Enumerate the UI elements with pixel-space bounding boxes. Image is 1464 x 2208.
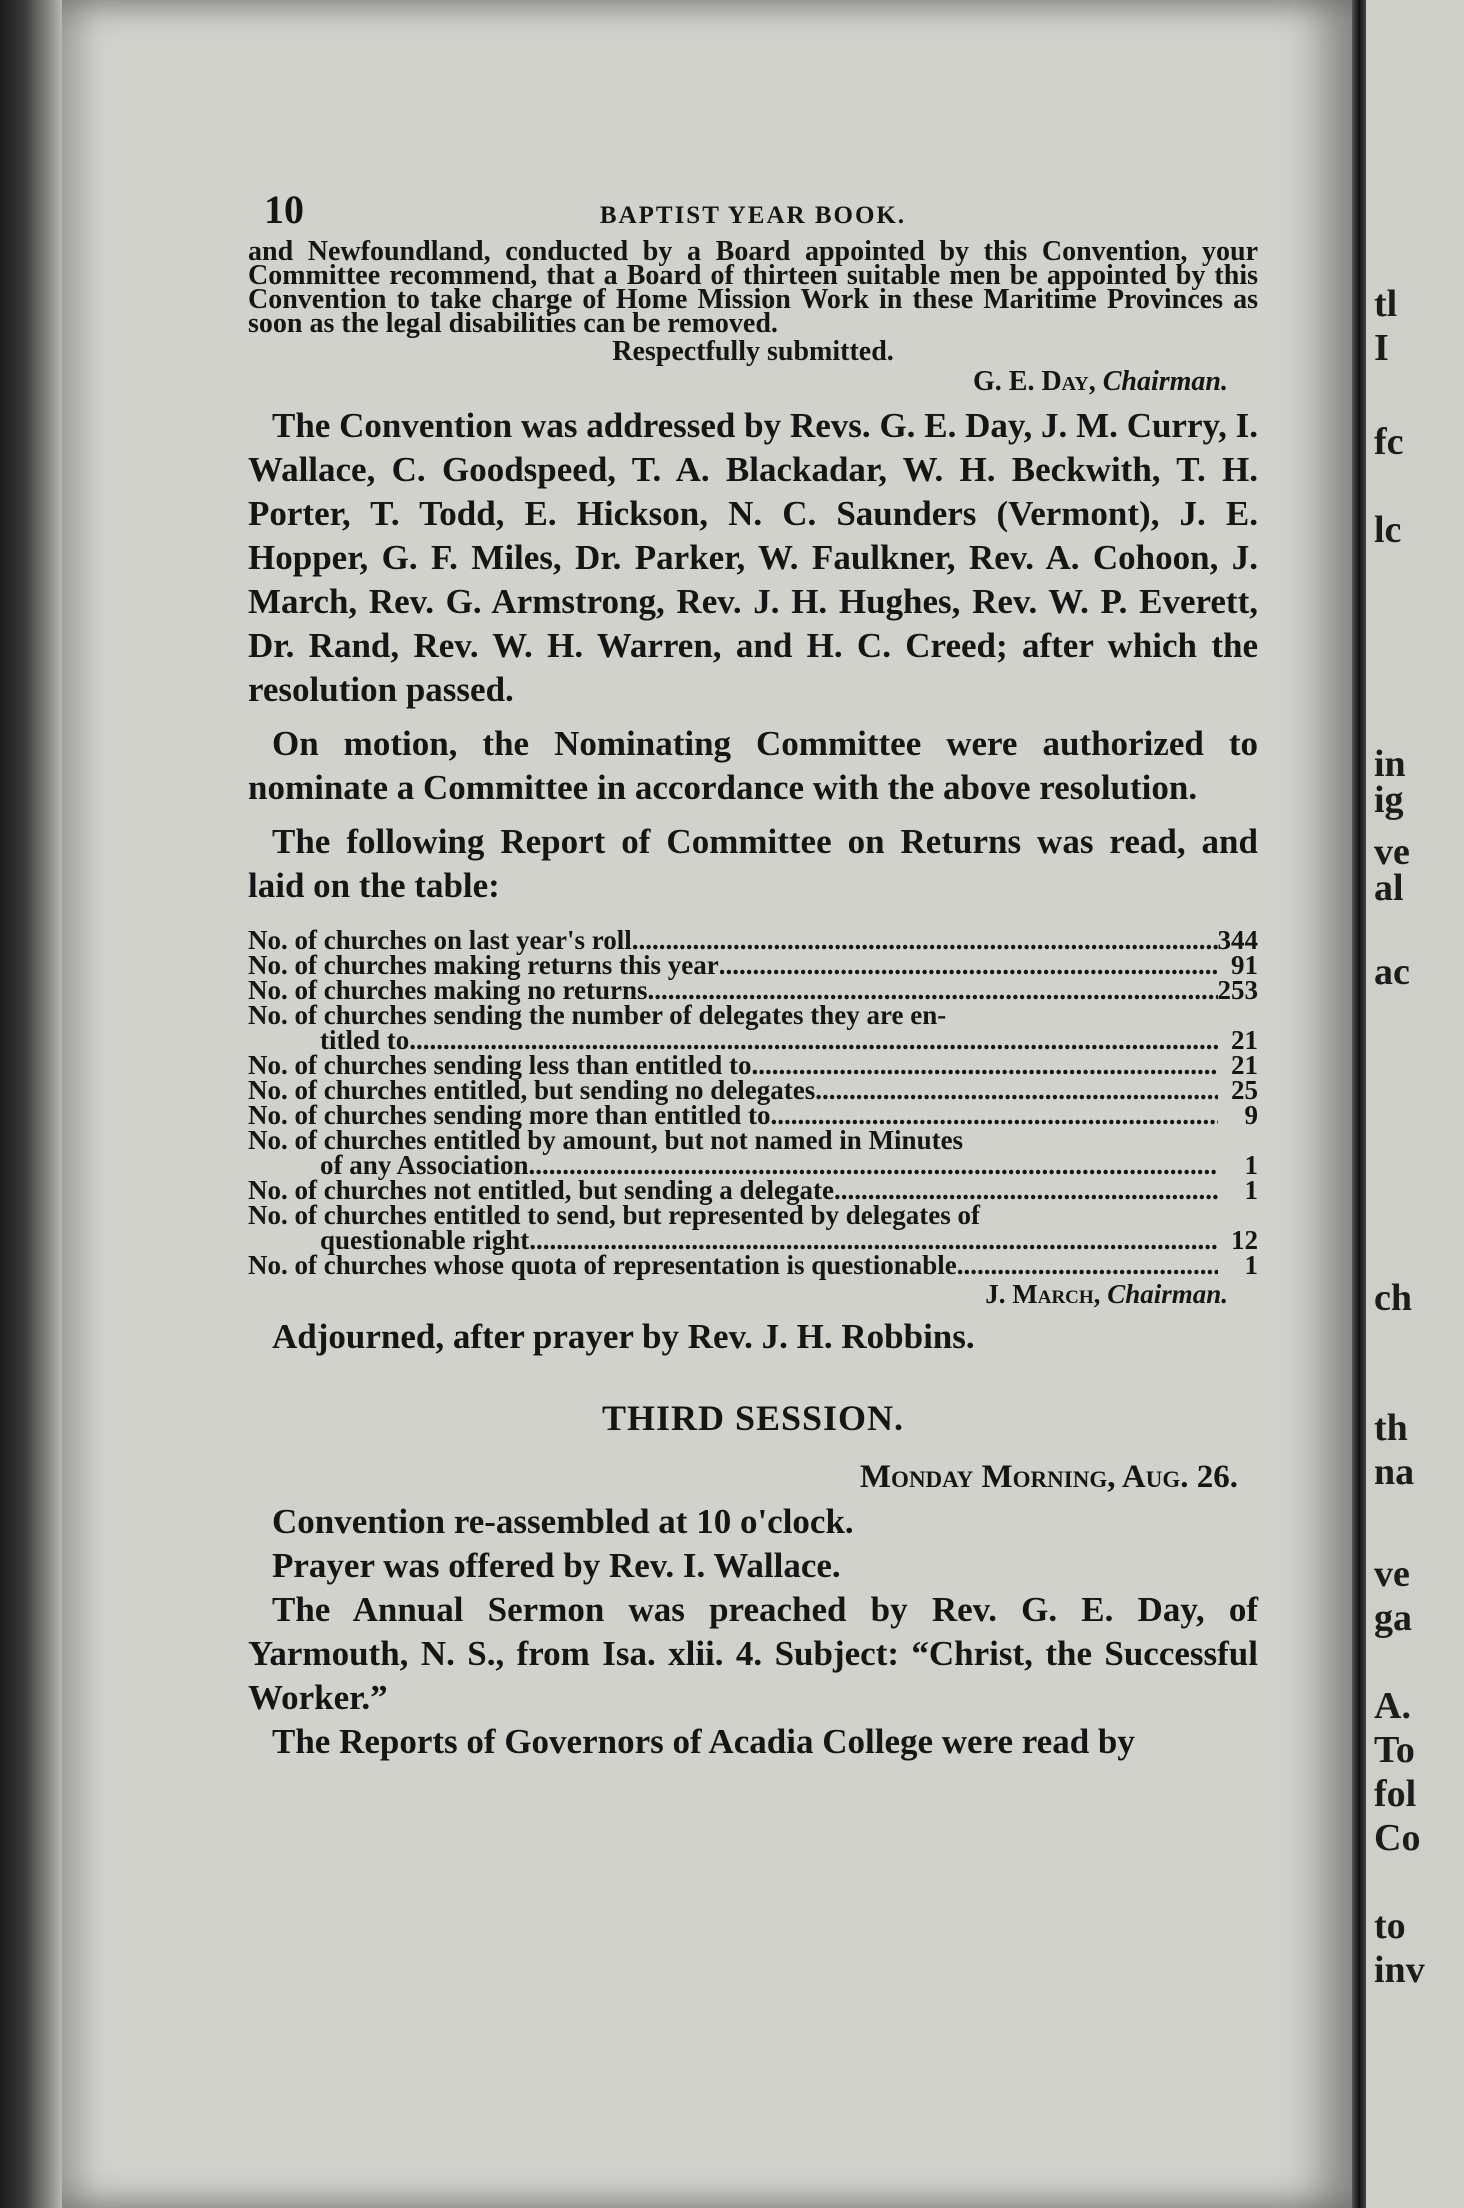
facing-fragment: ve	[1374, 1553, 1410, 1595]
facing-fragment: na	[1374, 1451, 1415, 1493]
session-line: Prayer was offered by Rev. I. Wallace.	[272, 1546, 841, 1585]
returns-label: No. of churches not entitled, but sending a delegate	[248, 1175, 835, 1205]
signer-name: G. E. Day,	[972, 366, 1096, 397]
facing-fragment: ig	[1374, 779, 1404, 821]
returns-value: 1	[1244, 1250, 1258, 1280]
returns-label-continued: of any Association	[320, 1150, 529, 1180]
returns-label: No. of churches sending less than entitled to	[248, 1050, 752, 1080]
committee-report	[248, 236, 1258, 397]
returns-label: No. of churches entitled, but sending no delegates	[248, 1075, 816, 1105]
facing-fragment: ac	[1374, 951, 1410, 993]
returns-label: No. of churches making no returns	[248, 975, 648, 1005]
returns-signature	[248, 1279, 1258, 1309]
book-gutter	[1352, 0, 1366, 2208]
committee-report-closing: Respectfully submitted.	[612, 336, 894, 367]
running-title: BAPTIST YEAR BOOK.	[599, 202, 907, 229]
addressed-paragraph: The Convention was addressed by Revs. G. E. Day, J. M. Curry, I. Wallace, C. Goodspeed, T. A. Blackadar, W. H. Beckwith, T. H. Porter, T. Todd, E. Hickson, N. C. Saunders (Vermont), J. E. Hopper, G. F. Miles, Dr. Parker, W. Faulkner, Rev. A. Cohoon, J. March, Rev. G. Armstrong, Rev. J. H. Hughes, Rev. W. P. Everett, Dr. Rand, Rev. W. H. Warren, and H. C. Creed; after which the resolution passed.	[248, 406, 1258, 709]
session-line: The Annual Sermon was preached by Rev. G. E. Day, of Yarmouth, N. S., from Isa. xlii. 4. Subject: “Christ, the Successful Worker.”	[248, 1590, 1258, 1717]
facing-page-edge	[1366, 0, 1464, 2208]
session-dateline: Monday Morning, Aug. 26.	[859, 1459, 1238, 1495]
section-heading: THIRD SESSION.	[601, 1398, 905, 1438]
facing-fragment: in	[1374, 743, 1406, 785]
returns-label-continued: questionable right	[320, 1225, 530, 1255]
facing-fragment: fol	[1374, 1773, 1417, 1815]
returns-row-first-line: No. of churches sending the number of delegates they are en-	[248, 1000, 947, 1030]
facing-fragment: To	[1374, 1729, 1415, 1771]
facing-fragment: al	[1374, 867, 1404, 909]
returns-row-first-line: No. of churches entitled by amount, but not named in Minutes	[248, 1125, 964, 1155]
facing-fragment: I	[1374, 327, 1389, 369]
facing-fragment: A.	[1374, 1685, 1411, 1727]
facing-fragment: ch	[1374, 1277, 1412, 1319]
returns-label-continued: titled to	[320, 1025, 410, 1055]
page-number: 10	[264, 187, 304, 232]
committee-report-signature	[248, 366, 1258, 397]
returns-label: No. of churches whose quota of representation is questionable	[248, 1250, 957, 1280]
returns-value: 21	[1231, 1025, 1258, 1055]
facing-fragment: lc	[1374, 509, 1402, 551]
returns-intro-paragraph: The following Report of Committee on Returns was read, and laid on the table:	[248, 822, 1258, 905]
returns-value: 344	[1217, 925, 1258, 955]
returns-row	[248, 1250, 1258, 1280]
facing-fragment: to	[1374, 1905, 1406, 1947]
session-line: The Reports of Governors of Acadia College were read by	[272, 1722, 1135, 1761]
book-spine-shadow	[0, 0, 62, 2208]
page-header	[248, 180, 1258, 240]
session-line: Convention re-assembled at 10 o'clock.	[272, 1502, 854, 1541]
returns-label: No. of churches making returns this year	[248, 950, 719, 980]
returns-table	[248, 925, 1258, 1309]
facing-fragment: th	[1374, 1407, 1408, 1449]
facing-fragment: ga	[1374, 1597, 1412, 1639]
signer-role: Chairman.	[1107, 1279, 1228, 1309]
returns-value: 253	[1217, 975, 1258, 1005]
page-text	[248, 180, 1258, 1764]
adjourned-paragraph: Adjourned, after prayer by Rev. J. H. Robbins.	[272, 1317, 975, 1356]
facing-fragment: fc	[1374, 421, 1404, 463]
facing-fragment: inv	[1374, 1949, 1425, 1991]
facing-fragment: Co	[1374, 1817, 1421, 1859]
returns-value: 9	[1244, 1100, 1258, 1130]
returns-value: 25	[1231, 1075, 1258, 1105]
returns-label: No. of churches on last year's roll	[248, 925, 632, 955]
returns-value: 12	[1231, 1225, 1258, 1255]
returns-value: 1	[1244, 1175, 1258, 1205]
returns-row-first-line: No. of churches entitled to send, but represented by delegates of	[248, 1200, 980, 1230]
returns-value: 1	[1244, 1150, 1258, 1180]
committee-report-text: and Newfoundland, conducted by a Board appointed by this Convention, your Committee recommend, that a Board of thirteen suitable men be appointed by this Convention to take charge of Home Mission Work in these Maritime Provinces as soon as the legal disabilities can be removed.	[248, 236, 1258, 339]
returns-label: No. of churches sending more than entitled to	[248, 1100, 771, 1130]
facing-fragment: tl	[1374, 283, 1398, 325]
signer-role: Chairman.	[1102, 366, 1228, 397]
facing-fragment: ve	[1374, 831, 1410, 873]
returns-value: 91	[1231, 950, 1258, 980]
signer-name: J. March,	[985, 1279, 1101, 1309]
motion-paragraph: On motion, the Nominating Committee were authorized to nominate a Committee in accordance with the above resolution.	[248, 724, 1258, 807]
returns-value: 21	[1231, 1050, 1258, 1080]
